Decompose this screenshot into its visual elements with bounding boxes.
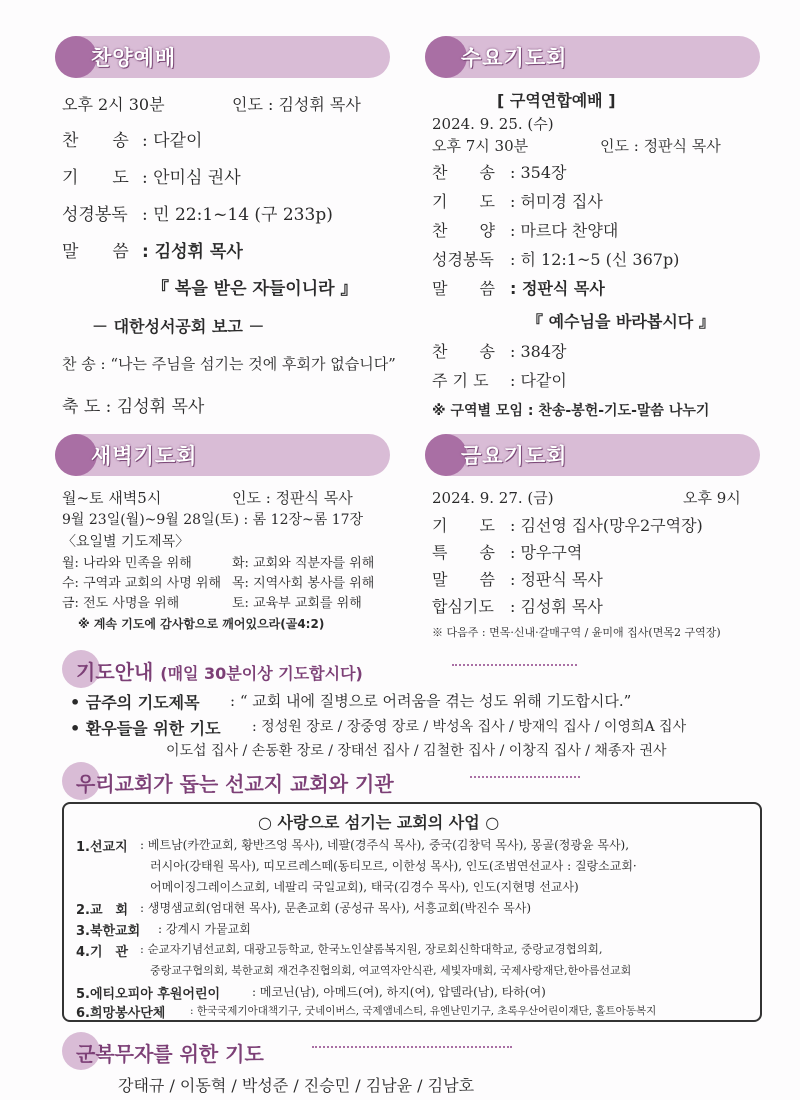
wednesday-row-value: : 히 12:1~5 (신 367p) xyxy=(510,250,680,269)
wednesday-note: ※ 구역별 모임 : 찬송-봉헌-기도-말씀 나누기 xyxy=(432,403,710,419)
wednesday-service: [ 구역연합예배 ] xyxy=(497,91,616,110)
dawn-topic: 목: 지역사회 봉사를 위해 xyxy=(232,576,375,591)
dawn-leader: 인도 : 정판식 목사 xyxy=(232,489,353,507)
wednesday-time: 오후 7시 30분 xyxy=(432,137,529,155)
mission-item-line: : 강계시 가뭍교회 xyxy=(158,922,251,936)
patients-prayer-label: • 환우들을 위한 기도 xyxy=(70,719,221,738)
sunday-leader: 인도 : 김성휘 목사 xyxy=(232,95,361,114)
wednesday-date: 2024. 9. 25. (수) xyxy=(432,115,554,133)
dotted-rule xyxy=(312,1046,512,1048)
prayer-guide-title: 기도안내 xyxy=(76,660,154,684)
wednesday-leader: 인도 : 정판식 목사 xyxy=(600,137,721,155)
dawn-range: 9월 23일(월)~9월 28일(토) : 롬 12장~롬 17장 xyxy=(62,512,364,528)
wednesday-row-value: : 384장 xyxy=(510,342,567,361)
friday-row-label: 합심기도 xyxy=(432,597,494,616)
friday-row-value: : 김선영 집사(망우2구역장) xyxy=(510,516,703,535)
mission-item-line: : 순교자기념선교회, 대광고등학교, 한국노인샬롬복지원, 장로회신학대학교, 중랑교경협의회, xyxy=(140,942,603,956)
sunday-row-value: : 안미심 권사 xyxy=(142,168,241,188)
weekly-prayer-text: : “ 교회 내에 질병으로 어려움을 겪는 성도 위해 기도합시다.” xyxy=(230,692,632,710)
wednesday-row-value: : 354장 xyxy=(510,163,567,182)
mission-item-label: 2.교 회 xyxy=(76,903,129,918)
sunday-row-value: : 다같이 xyxy=(142,131,203,151)
friday-header-title: 금요기도회 xyxy=(461,444,568,468)
patients-prayer-line: : 정성원 장로 / 장중영 장로 / 박성옥 집사 / 방재익 집사 / 이영희A 집사 xyxy=(252,719,687,735)
sunday-sermon-title: 『 복을 받은 자들이니라 』 xyxy=(152,279,358,299)
mission-item-label: 4.기 관 xyxy=(76,945,129,960)
prayer-guide-subtitle: (매일 30분이상 기도합시다) xyxy=(160,664,363,683)
wednesday-row-label: 찬 송 xyxy=(432,163,495,182)
mission-item-line: : 베트남(카깐교회, 황반즈엉 목사), 네팔(경주식 목사), 중국(김창덕 목사), 몽골(정광윤 목사), xyxy=(140,838,630,852)
missions-box-title: ○ 사랑으로 섬기는 교회의 사업 ○ xyxy=(258,813,500,832)
mission-item-label: 3.북한교회 xyxy=(76,924,141,939)
wednesday-row-label: 성경봉독 xyxy=(432,250,494,269)
mission-item-line: : 한국국제기아대책기구, 굿네이버스, 국제앰네스티, 유엔난민기구, 초록우산어린이재단, 홀트아동복지 xyxy=(190,1005,657,1017)
wednesday-header xyxy=(425,36,760,78)
wednesday-row-label: 기 도 xyxy=(432,192,495,211)
dawn-topic: 토: 교육부 교회를 위해 xyxy=(232,596,362,611)
mission-item-label: 1.선교지 xyxy=(76,840,128,855)
wednesday-header-title: 수요기도회 xyxy=(461,46,568,70)
sunday-blessing: 축 도 : 김성휘 목사 xyxy=(62,397,205,417)
friday-time: 오후 9시 xyxy=(683,489,741,507)
friday-row-label: 말 씀 xyxy=(432,570,495,589)
wednesday-row-value: : 다같이 xyxy=(510,371,567,390)
wednesday-row-label: 말 씀 xyxy=(432,279,495,298)
sunday-row-label: 기 도 xyxy=(62,168,129,188)
dawn-header xyxy=(55,434,390,476)
friday-header xyxy=(425,434,760,476)
friday-row-value: : 김성휘 목사 xyxy=(510,597,603,616)
friday-row-value: : 망우구역 xyxy=(510,543,583,562)
friday-row-label: 특 송 xyxy=(432,543,495,562)
mission-item-label: 6.희망봉사단체 xyxy=(76,1006,166,1021)
sunday-header xyxy=(55,36,390,78)
sunday-header-title: 찬양예배 xyxy=(91,46,177,70)
dawn-topic: 월: 나라와 민족을 위해 xyxy=(62,556,192,571)
sunday-row-label: 성경봉독 xyxy=(62,205,128,225)
wednesday-row-value: : 허미경 집사 xyxy=(510,192,603,211)
sunday-report: － 대한성서공회 보고 － xyxy=(92,317,265,336)
wednesday-preacher: : 정판식 목사 xyxy=(510,279,605,298)
mission-item-line: : 메코닌(남), 아메드(여), 하지(여), 압델라(남), 타하(여) xyxy=(252,985,546,999)
sunday-row-value: : 민 22:1~14 (구 233p) xyxy=(142,205,333,225)
dawn-time: 월~토 새벽5시 xyxy=(62,489,162,507)
mission-item-line: : 생명샘교회(엄대현 목사), 문촌교회 (공성규 목사), 서흥교회(박진수 목사) xyxy=(140,901,532,915)
dawn-topic: 수: 구역과 교회의 사명 위해 xyxy=(62,576,222,591)
dawn-verse: ※ 계속 기도에 감사함으로 깨어있으라(골4:2) xyxy=(78,617,325,631)
dawn-topic: 금: 전도 사명을 위해 xyxy=(62,596,180,611)
soldiers-names: 강태규 / 이동혁 / 박성준 / 진승민 / 김남윤 / 김남호 xyxy=(118,1076,475,1095)
missions-title: 우리교회가 돕는 선교지 교회와 기관 xyxy=(76,772,394,796)
sunday-hymn: 찬 송 : “나는 주님을 섬기는 것에 후회가 없습니다” xyxy=(62,355,396,373)
wednesday-row-value: : 마르다 찬양대 xyxy=(510,221,619,240)
dawn-topic: 화: 교회와 직분자를 위해 xyxy=(232,556,375,571)
mission-item-line: 중랑교구협의회, 북한교회 재건추진협의회, 여교역자안식관, 세빛자매회, 국제사랑재단,한아름선교회 xyxy=(150,964,632,977)
friday-row-value: : 정판식 목사 xyxy=(510,570,603,589)
sunday-row-label: 찬 송 xyxy=(62,131,129,151)
mission-item-line: 러시아(강태원 목사), 띠모르레스떼(동티모르, 이한성 목사), 인도(조범연선교사 : 질랑소교회· xyxy=(150,859,637,873)
mission-item-line: 어메이징그레이스교회, 네팔리 국일교회), 태국(김경수 목사), 인도(지현명 선교사) xyxy=(150,880,579,894)
sunday-row-label: 말 씀 xyxy=(62,242,129,262)
wednesday-row-label: 찬 송 xyxy=(432,342,495,361)
sunday-time: 오후 2시 30분 xyxy=(62,95,165,114)
dawn-header-title: 새벽기도회 xyxy=(91,444,198,468)
dawn-topic-title: 〈요일별 기도제목〉 xyxy=(62,534,190,550)
sunday-preacher: : 김성휘 목사 xyxy=(142,242,243,262)
friday-next: ※ 다음주 : 면목·신내·갈매구역 / 윤미애 집사(면목2 구역장) xyxy=(432,626,721,639)
friday-date: 2024. 9. 27. (금) xyxy=(432,489,554,507)
wednesday-row-label: 주 기 도 xyxy=(432,371,489,390)
patients-prayer-line: 이도섭 집사 / 손동환 장로 / 장태선 집사 / 김철한 집사 / 이창직 집사 / 채종자 권사 xyxy=(166,743,667,759)
dotted-rule xyxy=(452,664,577,666)
weekly-prayer-label: • 금주의 기도제목 xyxy=(70,693,200,712)
dotted-rule xyxy=(470,776,580,778)
mission-item-label: 5.에티오피아 후원어린이 xyxy=(76,987,221,1002)
friday-row-label: 기 도 xyxy=(432,516,495,535)
soldiers-title: 군복무자를 위한 기도 xyxy=(76,1042,264,1066)
wednesday-sermon-title: 『 예수님을 바라봅시다 』 xyxy=(527,312,715,331)
wednesday-row-label: 찬 양 xyxy=(432,221,495,240)
